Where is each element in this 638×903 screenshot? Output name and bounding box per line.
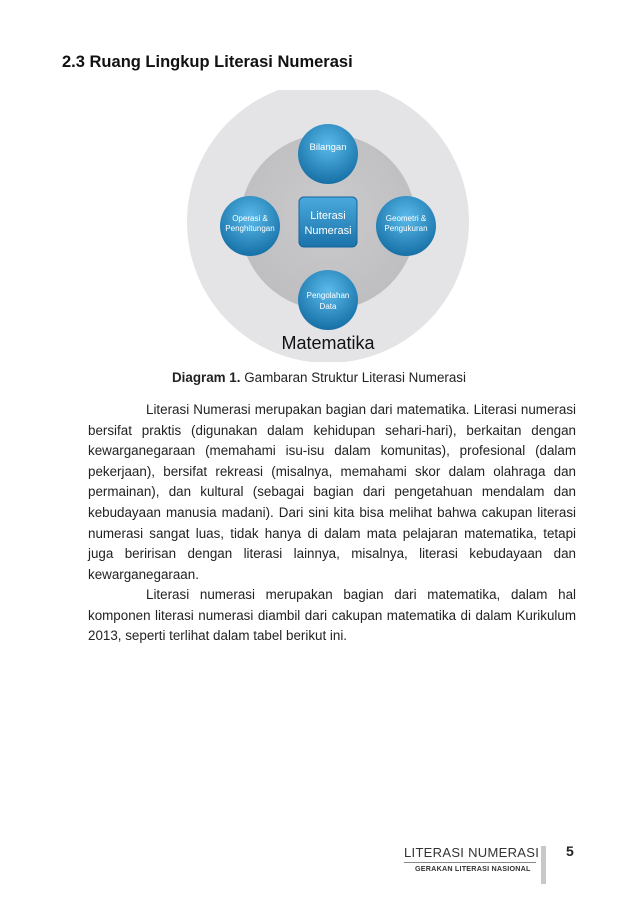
caption-text: Gambaran Struktur Literasi Numerasi xyxy=(240,370,466,385)
caption-label: Diagram 1. xyxy=(172,370,241,385)
center-line-2: Numerasi xyxy=(304,225,352,237)
node-right-line-2: Pengukuran xyxy=(384,224,428,233)
node-geometri-pengukuran xyxy=(376,196,436,256)
footer-accent-bar xyxy=(541,846,546,884)
node-left-line-2: Penghitungan xyxy=(225,224,275,233)
section-heading: 2.3 Ruang Lingkup Literasi Numerasi xyxy=(62,53,353,71)
node-bottom-line-2: Data xyxy=(319,302,337,311)
node-right-line-1: Geometri & xyxy=(385,214,427,223)
node-bottom-line-1: Pengolahan xyxy=(306,291,350,300)
node-operasi-penghitungan xyxy=(220,196,280,256)
node-literasi-numerasi xyxy=(299,197,357,247)
literacy-structure-diagram xyxy=(186,90,470,362)
footer-subtitle: GERAKAN LITERASI NASIONAL xyxy=(415,864,531,873)
node-bilangan-line-1: Bilangan xyxy=(309,142,347,153)
diagram-caption xyxy=(0,370,638,385)
paragraph-1-text: Literasi Numerasi merupakan bagian dari matematika. Literasi numerasi bersifat praktis (digunakan dalam kehidupan sehari-hari), berkaitan dengan kewarganegaraan (memahami isu-isu dalam komunitas), profesional (dalam pekerjaan), bersifat rekreasi (misalnya, memahami skor dalam olahraga dan permainan), dan kultural (sebagai bagian dari pengetahuan mendalam dan kebudayaan manusia madani). Dari sini kita bisa melihat bahwa cakupan literasi numerasi sangat luas, tidak hanya di dalam mata pelajaran matematika, tetapi juga beririsan dengan literasi lainnya, misalnya, literasi kebudayaan dan kewarganegaraan. xyxy=(88,402,576,582)
node-left-line-1: Operasi & xyxy=(232,214,268,223)
paragraph-2 xyxy=(88,585,576,647)
matematika-label: Matematika xyxy=(281,333,375,353)
page-number: 5 xyxy=(566,843,574,859)
paragraph-1 xyxy=(88,400,576,585)
node-bilangan xyxy=(298,124,358,184)
footer-divider xyxy=(404,862,536,863)
footer-title: LITERASI NUMERASI xyxy=(404,845,540,860)
node-pengolahan-data xyxy=(298,270,358,330)
paragraph-2-text: Literasi numerasi merupakan bagian dari matematika, dalam hal komponen literasi numerasi diambil dari cakupan matematika di dalam Kurikulum 2013, seperti terlihat dalam tabel berikut ini. xyxy=(88,587,576,644)
center-line-1: Literasi xyxy=(310,210,346,222)
